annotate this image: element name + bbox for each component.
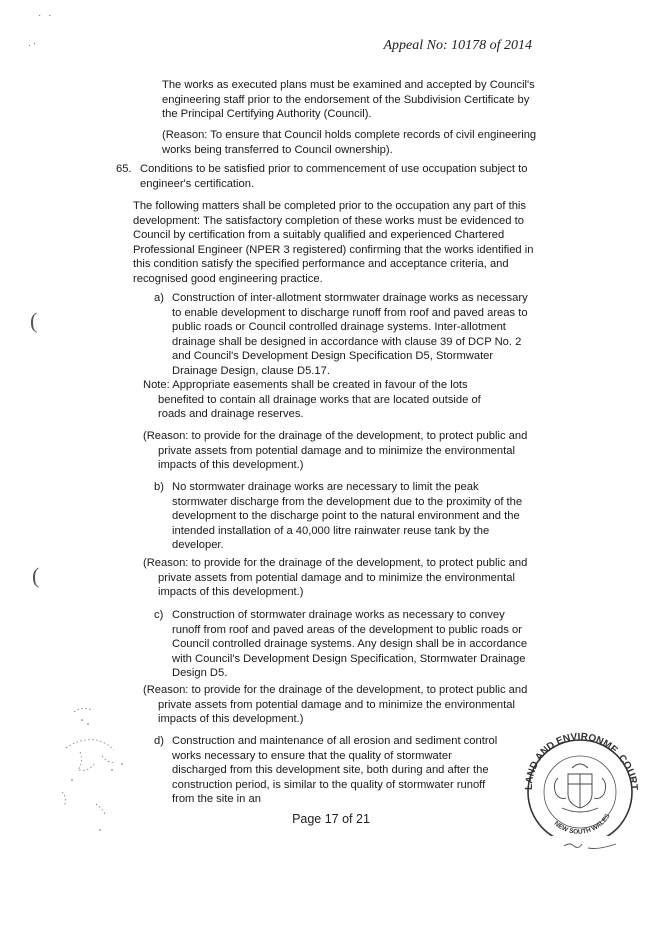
court-seal — [518, 728, 642, 841]
page-number: Page 17 of 21 — [292, 812, 370, 826]
margin-bracket-mark: ( — [32, 563, 40, 588]
margin-bracket-mark: ( — [30, 308, 38, 333]
note-paragraph: Note: Appropriate easements shall be created in favour of the lots benefited to contain all drainage works that are located outside of roads and drainage reserves. — [143, 379, 481, 421]
works-as-executed-paragraph: The works as executed plans must be examined and accepted by Council's engineering staff prior to the endorsement of the Subdivision Certificate by the Principal Certifying Authority (Council). — [162, 79, 535, 121]
reason-paragraph: (Reason: to provide for the drainage of the development, to protect public and private assets from potential damage and to minimize the environmental impacts of this development.) — [143, 430, 528, 472]
item-a-letter: a) — [154, 292, 164, 304]
scan-specks: · · — [38, 10, 54, 21]
seal-text-top: LAND AND ENVIRONME — [523, 731, 620, 791]
seal-signature-mark — [560, 832, 620, 861]
condition-intro-paragraph: The following matters shall be completed prior to the occupation any part of this development: The satisfactory completion of these works must be evidenced to Council by certification from a suitably qualified and experienced Chartered Professional Engineer (NPER 3 registered) confirming that the works identified in this condition satisfy the specified performance and acceptance criteria, and recognised good engineering practice. — [133, 200, 534, 285]
item-d-text: Construction and maintenance of all erosion and sediment control works necessary to ensure that the quality of stormwater discharged from this development site, both during and after the construction period, is similar to the quality of stormwater runoff from the site in an — [172, 735, 498, 806]
item-c-text: Construction of stormwater drainage works as necessary to convey runoff from roof and paved areas of the development to public roads or Council controlled drainage systems. Any design shall be in accordance with Council's Development Design Specification, Stormwater Drainage Design D5. — [172, 609, 528, 680]
svg-text:COURT — [616, 753, 639, 791]
item-b-letter: b) — [154, 481, 164, 493]
condition-65-heading: Conditions to be satisfied prior to commencement of use occupation subject to engineer's certification. — [140, 163, 528, 190]
coat-of-arms-icon — [554, 764, 605, 812]
item-b-text: No stormwater drainage works are necessary to limit the peak stormwater discharge from the development due to the proximity of the development to the discharge point to the natural environment and the intended installation of a 40,000 litre rainwater reuse tank by the developer. — [172, 481, 523, 552]
scan-specks: .· — [28, 38, 39, 49]
seal-text-bottom: NEW SOUTH WALES — [552, 812, 612, 836]
item-a-text: Construction of inter-allotment stormwater drainage works as necessary to enable development to discharge runoff from roof and paved areas to public roads or Council controlled drainage systems. Inter-allotment drainage shall be designed in accordance with clause 39 of DCP No. 2 and Council's Development Design Specification D5, Stormwater Drainage Design, clause D5.17. — [172, 292, 528, 377]
reason-paragraph: (Reason: to provide for the drainage of the development, to protect public and private assets from potential damage and to minimize the environmental impacts of this development.) — [143, 557, 528, 599]
item-d-letter: d) — [154, 735, 164, 747]
appeal-number: Appeal No: 10178 of 2014 — [383, 38, 532, 53]
reason-paragraph: (Reason: To ensure that Council holds complete records of civil engineering works being transferred to Council ownership). — [162, 129, 537, 156]
item-c-letter: c) — [154, 609, 164, 621]
seal-text-right: COURT — [615, 752, 640, 791]
reason-paragraph: (Reason: to provide for the drainage of the development, to protect public and private assets from potential damage and to minimize the environmental impacts of this development.) — [143, 684, 528, 726]
condition-number: 65. — [116, 163, 132, 175]
